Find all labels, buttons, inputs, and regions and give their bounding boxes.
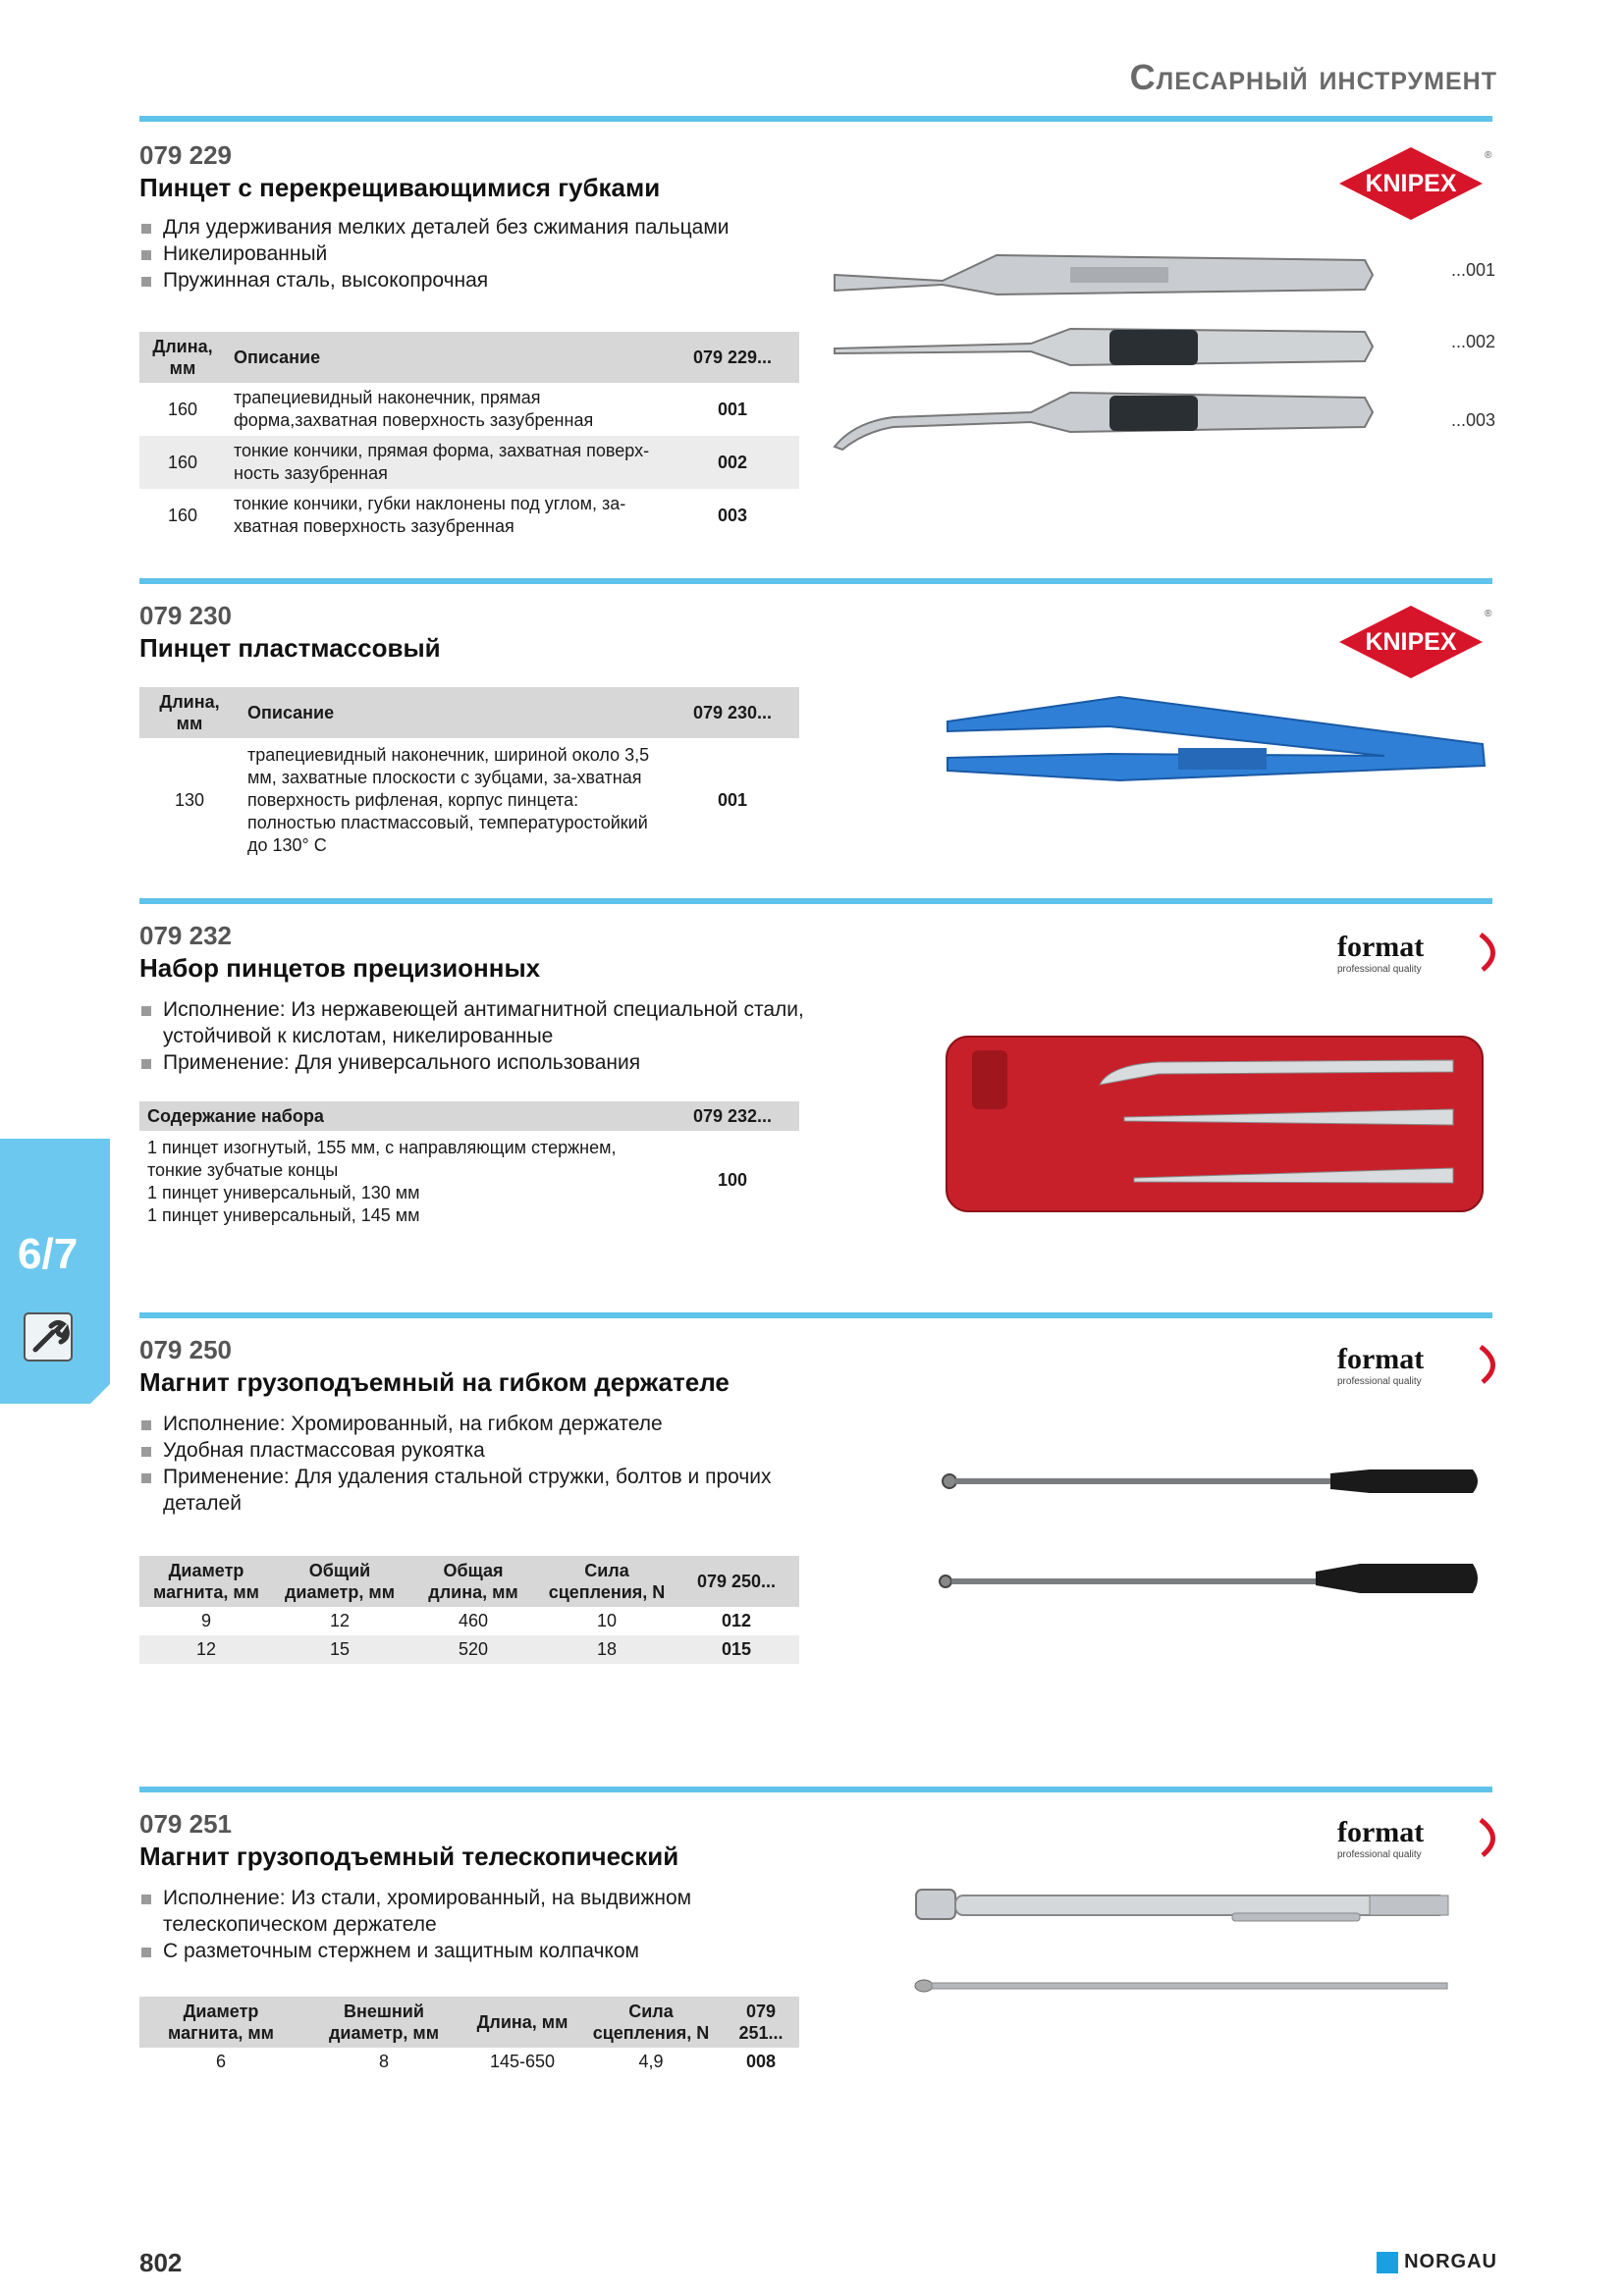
table-cell: 18 [540, 1635, 674, 1664]
table-cell: 12 [139, 1635, 273, 1664]
table-cell: 008 [745, 2052, 777, 2071]
table-header: 079 232... [666, 1101, 799, 1131]
brand-name: KNIPEX [1365, 628, 1457, 656]
table-header: 079 229... [666, 332, 799, 383]
set-item: 1 пинцет универсальный, 130 мм [147, 1183, 420, 1202]
plastic-tweezers-image [943, 687, 1492, 795]
table-cell: 9 [200, 1611, 211, 1630]
svg-text:®: ® [1485, 150, 1492, 161]
table-cell: 130 [174, 790, 205, 810]
svg-text:®: ® [1485, 609, 1492, 619]
table-cell: 015 [674, 1635, 799, 1664]
table-header: Диаметр магнита, мм [139, 1997, 302, 2048]
table-cell: 520 [406, 1635, 540, 1664]
table-header: Описание [226, 332, 666, 383]
product-code: 079 250 [139, 1335, 232, 1364]
feature-list [139, 1885, 807, 1964]
section-tab-label: 6/7 [18, 1230, 79, 1278]
product-code: 079 251 [139, 1809, 232, 1839]
table-cell: 15 [273, 1635, 406, 1664]
feature-item: Удобная пластмассовая рукоятка [139, 1437, 807, 1464]
knipex-logo [1327, 601, 1494, 689]
table-cell: 160 [167, 399, 198, 419]
section-divider [139, 116, 1492, 122]
table-cell: 6 [215, 2052, 226, 2071]
feature-item: Исполнение: Хромированный, на гибком держателе [139, 1411, 807, 1437]
feature-item: Исполнение: Из стали, хромированный, на выдвижном телескопическом держателе [139, 1885, 807, 1938]
norgau-square-icon [1377, 2252, 1398, 2273]
brand-name: format [1337, 1343, 1425, 1375]
section-divider [139, 578, 1492, 584]
feature-item: Пружинная сталь, высокопрочная [139, 267, 730, 294]
table-cell: 012 [721, 1611, 752, 1630]
page-header-title: Слесарный инструмент [1129, 57, 1497, 97]
feature-list [139, 996, 807, 1076]
table-cell: тонкие кончики, прямая форма, захватная поверх-ность зазубренная [226, 436, 666, 489]
norgau-logo [1377, 2251, 1497, 2273]
table-cell: 4,9 [638, 2052, 664, 2071]
table-cell: 145-650 [489, 2052, 556, 2071]
table-cell: 001 [717, 399, 748, 419]
table-cell: 160 [167, 505, 198, 525]
knipex-logo [1327, 142, 1494, 231]
brand-subtitle: professional quality [1337, 1376, 1422, 1387]
tweezers-image [825, 245, 1384, 461]
telescopic-magnet-image [908, 1880, 1468, 2007]
table-cell: трапециевидный наконечник, шириной около 3,5 мм, захватные плоскости с зубцами, за-хватная поверхность рифленая, корпус пинцета: полностью пластмассовый, температуростойкий до 130° C [247, 745, 650, 855]
feature-item: Применение: Для универсального использования [139, 1049, 807, 1076]
table-cell: 100 [717, 1170, 748, 1190]
feature-item: Применение: Для удаления стальной стружки, болтов и прочих деталей [139, 1464, 807, 1517]
spec-table [139, 1556, 799, 1664]
feature-item: С разметочным стержнем и защитным колпачком [139, 1938, 807, 1964]
table-cell: 001 [717, 790, 748, 810]
table-header: 079 251... [723, 1997, 799, 2048]
format-logo [1335, 1343, 1502, 1392]
table-header: Сила сцепления, N [579, 1997, 723, 2048]
table-cell: трапециевидный наконечник, прямая форма,захватная поверхность зазубренная [234, 388, 594, 430]
table-cell: 12 [329, 1611, 351, 1630]
table-header: 079 230... [666, 687, 799, 738]
spec-table [139, 687, 799, 863]
table-header: Длина, мм [139, 332, 226, 383]
table-header: 079 250... [674, 1556, 799, 1607]
table-cell: 460 [458, 1611, 489, 1630]
product-title: Магнит грузоподъемный на гибком держателе [139, 1367, 730, 1397]
table-cell: 10 [596, 1611, 618, 1630]
tweezers-set-image [943, 1031, 1488, 1217]
page-number: 802 [139, 2248, 183, 2277]
table-cell: 160 [139, 436, 226, 489]
product-code: 079 230 [139, 601, 232, 630]
table-header: Описание [240, 687, 666, 738]
variant-label: ...003 [1451, 410, 1496, 430]
table-cell: 003 [717, 505, 748, 525]
brand-name: KNIPEX [1365, 170, 1457, 197]
set-item: 1 пинцет универсальный, 145 мм [147, 1205, 420, 1225]
variant-label: ...001 [1451, 260, 1496, 280]
feature-item: Никелированный [139, 240, 730, 267]
company-name: NORGAU [1404, 2251, 1497, 2272]
brand-subtitle: professional quality [1337, 1849, 1422, 1860]
table-header: Общий диаметр, мм [273, 1556, 406, 1607]
product-code: 079 232 [139, 921, 232, 950]
section-divider [139, 898, 1492, 904]
brand-subtitle: professional quality [1337, 964, 1422, 975]
product-code: 079 229 [139, 140, 232, 170]
format-logo [1335, 1816, 1502, 1865]
spec-table [139, 1997, 799, 2076]
table-header: Диаметр магнита, мм [139, 1556, 273, 1607]
brand-name: format [1337, 1816, 1425, 1848]
table-header: Длина, мм [139, 687, 240, 738]
product-title: Магнит грузоподъемный телескопический [139, 1842, 679, 1871]
feature-list [139, 1411, 807, 1517]
section-divider [139, 1312, 1492, 1318]
table-header: Сила сцепления, N [540, 1556, 674, 1607]
wrench-icon [24, 1312, 73, 1362]
feature-item: Для удерживания мелких деталей без сжимания пальцами [139, 214, 730, 240]
brand-name: format [1337, 931, 1425, 963]
feature-item: Исполнение: Из нержавеющей антимагнитной специальной стали, устойчивой к кислотам, никелированные [139, 996, 807, 1049]
flexible-magnet-image [938, 1458, 1488, 1605]
product-title: Пинцет с перекрещивающимися губками [139, 173, 661, 202]
spec-table [139, 1101, 799, 1230]
table-cell: 002 [666, 436, 799, 489]
table-header: Содержание набора [139, 1101, 666, 1131]
table-header: Внешний диаметр, мм [302, 1997, 465, 2048]
feature-list [139, 214, 730, 294]
set-item: 1 пинцет изогнутый, 155 мм, с направляющим стержнем, тонкие зубчатые концы [147, 1138, 617, 1180]
product-title: Набор пинцетов прецизионных [139, 953, 541, 983]
table-cell: тонкие кончики, губки наклонены под углом, за-хватная поверхность зазубренная [234, 494, 626, 536]
product-title: Пинцет пластмассовый [139, 633, 441, 663]
format-logo [1335, 931, 1502, 980]
section-divider [139, 1787, 1492, 1792]
table-cell: 8 [378, 2052, 389, 2071]
table-header: Длина, мм [465, 1997, 579, 2048]
table-header: Общая длина, мм [406, 1556, 540, 1607]
variant-label: ...002 [1451, 332, 1496, 351]
spec-table [139, 332, 799, 542]
